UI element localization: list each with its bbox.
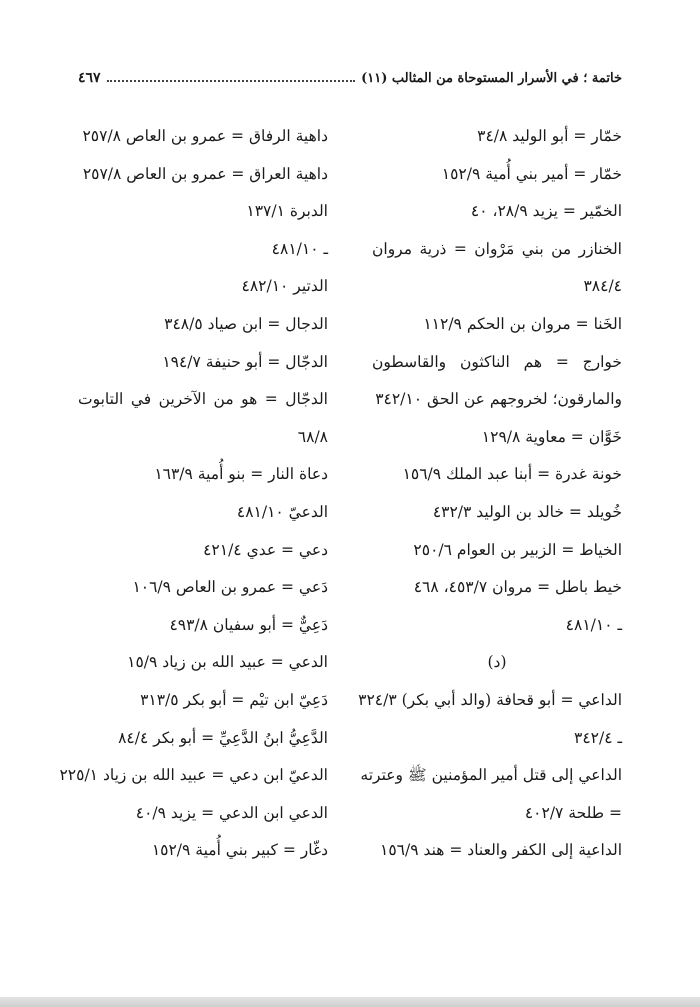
index-entry: خمّار = أبو الوليد ٣٤/٨ [477, 127, 622, 145]
index-entry: الداعي = أبو قحافة (والد أبي بكر) ٣٢٤/٣ [358, 690, 622, 709]
page-number: ٤٦٧ [78, 70, 101, 86]
index-entry: الدعي ابن الدعي = يزيد ٤٠/٩ [135, 803, 328, 822]
section-letter-heading: (د) [487, 653, 507, 672]
index-entry-continuation: = طلحة ٤٠٢/٧ [524, 803, 622, 822]
index-entry-continuation: ـ ٤٨١/١٠ [271, 239, 328, 258]
index-entry-continuation: ٦٨/٨ [297, 427, 328, 446]
index-entry: خُويلد = خالد بن الوليد ٤٣٢/٣ [432, 502, 622, 521]
index-entry: الدَّعِيُّ ابنُ الدَّعِيِّ = أبو بكر ٨٤/٤ [118, 728, 328, 747]
page-bottom-edge [0, 997, 700, 1007]
index-entry: الداعي إلى قتل أمير المؤمنين ﷺ وعترته [360, 766, 622, 785]
index-entry: خيط باطل = مروان ٤٥٣/٧، ٤٦٨ [413, 578, 622, 597]
index-entry: خونة غدرة = أبنا عبد الملك ١٥٦/٩ [402, 465, 622, 484]
index-entry: الخنازر من بني مَرْوان = ذرية مروان [372, 239, 622, 258]
index-entry: خوارج = هم الناكثون والقاسطون [372, 352, 622, 371]
index-entry: الدجال = ابن صياد ٣٤٨/٥ [164, 314, 328, 333]
index-entry: دَعي = عمرو بن العاص ١٠٦/٩ [132, 578, 328, 597]
header-title: خاتمة ؛ في الأسرار المستوحاة من المثالب (١١) [361, 70, 622, 86]
index-entry-continuation: والمارقون؛ لخروجهم عن الحق ٣٤٢/١٠ [375, 390, 622, 409]
index-entry: الدعي = عبيد الله بن زياد ١٥/٩ [127, 653, 328, 672]
index-entry-continuation: ـ ٣٤٢/٤ [574, 728, 622, 747]
index-entry: داهية الرفاق = عمرو بن العاص ٢٥٧/٨ [82, 127, 328, 145]
index-entry: الدبرة ١٣٧/١ [246, 202, 328, 221]
index-entry: خَوَّان = معاوية ١٢٩/٨ [481, 427, 622, 446]
running-header [78, 66, 622, 90]
index-entry: الخياط = الزبير بن العوام ٢٥٠/٦ [413, 540, 622, 559]
index-entry: الدجّال = هو من الآخرين في التابوت [78, 390, 328, 409]
dot-leader [107, 70, 356, 82]
index-entry: الدتير ٤٨٢/١٠ [241, 277, 328, 296]
index-entry: داهية العراق = عمرو بن العاص ٢٥٧/٨ [82, 164, 328, 183]
index-entry: الخمّير = يزيد ٢٨/٩، ٤٠ [470, 202, 622, 221]
index-column-right [358, 118, 622, 870]
index-entry: دغّار = كبير بني أُمية ١٥٢/٩ [151, 841, 328, 860]
index-entry: الدعيّ ٤٨١/١٠ [236, 502, 328, 521]
index-entry: دعي = عدي ٤٢١/٤ [203, 540, 328, 559]
index-entry: الدعيّ ابن دعي = عبيد الله بن زياد ٢٢٥/١ [59, 766, 328, 785]
index-entry: دَعِيٌّ = أبو سفيان ٤٩٣/٨ [169, 615, 328, 634]
index-entry: الخَنا = مروان بن الحكم ١١٢/٩ [423, 314, 622, 333]
index-column-left [59, 118, 328, 870]
index-entry-continuation: ـ ٤٨١/١٠ [565, 615, 622, 634]
index-entry: دَعِيّ ابن تيْم = أبو بكر ٣١٣/٥ [140, 690, 328, 709]
index-entry: دعاة النار = بنو أُمية ١٦٣/٩ [154, 465, 328, 484]
index-entry: خمّار = أمير بني أُمية ١٥٢/٩ [441, 164, 622, 183]
index-entry: الداعية إلى الكفر والعناد = هند ١٥٦/٩ [380, 841, 622, 860]
index-entry: الدجّال = أبو حنيفة ١٩٤/٧ [162, 352, 328, 371]
index-entry-continuation: ٣٨٤/٤ [583, 277, 622, 296]
